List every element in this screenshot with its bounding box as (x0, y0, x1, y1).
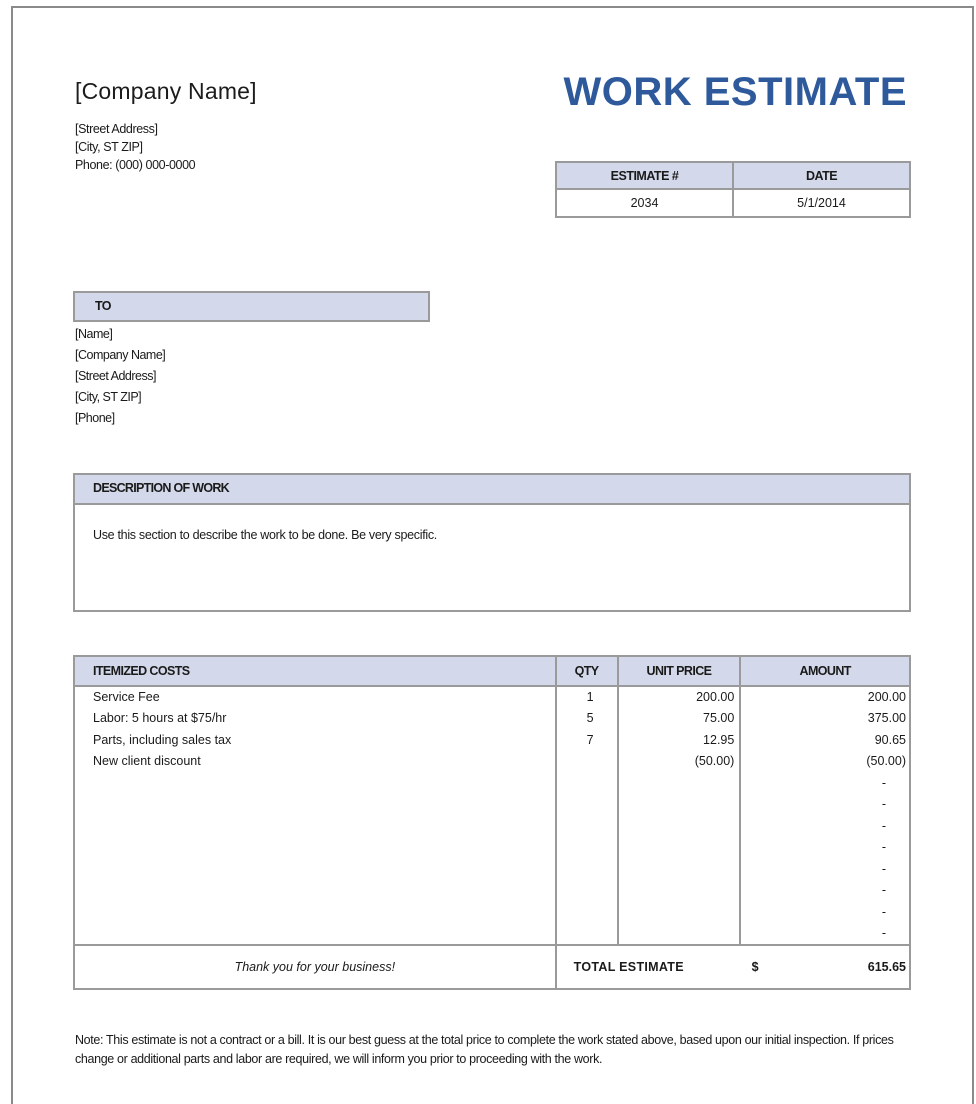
line-item-row (74, 794, 910, 816)
line-item-description[interactable] (74, 816, 556, 838)
line-item-description[interactable] (74, 923, 556, 945)
description-header: DESCRIPTION OF WORK (75, 475, 909, 505)
estimate-number[interactable]: 2034 (556, 189, 733, 217)
line-item-description[interactable] (74, 837, 556, 859)
line-item-amount[interactable] (740, 837, 910, 859)
line-item-unit-price[interactable] (618, 880, 741, 902)
estimate-info-table (555, 161, 911, 218)
empty-amount-dash: - (881, 904, 886, 919)
items-header-qty: QTY (556, 656, 618, 686)
total-estimate-amount: 615.65 (867, 960, 906, 974)
line-item-description[interactable]: Service Fee (74, 686, 556, 708)
line-item-amount[interactable]: 375.00 (740, 708, 910, 730)
line-item-row (74, 837, 910, 859)
line-item-unit-price[interactable] (618, 902, 741, 924)
line-item-row (74, 708, 910, 730)
line-item-unit-price[interactable]: 12.95 (618, 730, 741, 752)
document-title: WORK ESTIMATE (563, 70, 907, 114)
line-item-amount[interactable] (740, 773, 910, 795)
line-item-amount[interactable]: (50.00) (740, 751, 910, 773)
line-item-description[interactable] (74, 902, 556, 924)
line-item-unit-price[interactable] (618, 794, 741, 816)
company-phone: Phone: (000) 000-0000 (75, 158, 196, 172)
company-name: [Company Name] (75, 78, 257, 104)
empty-amount-dash: - (881, 840, 886, 855)
items-header-unit-price: UNIT PRICE (618, 656, 741, 686)
line-item-amount[interactable] (740, 816, 910, 838)
line-item-row (74, 751, 910, 773)
empty-amount-dash: - (881, 926, 886, 940)
line-item-unit-price[interactable]: 75.00 (618, 708, 741, 730)
estimate-date[interactable]: 5/1/2014 (733, 189, 910, 217)
line-item-description[interactable] (74, 773, 556, 795)
line-item-qty[interactable]: 1 (556, 686, 618, 708)
estimate-note: Note: This estimate is not a contract or a bill. It is our best guess at the total price to complete the work stated above, based upon our initial inspection. If prices change or additional parts and labor are required, we will inform you prior to proceeding with the work. (75, 1033, 894, 1066)
line-item-row (74, 859, 910, 881)
date-header: DATE (733, 162, 910, 189)
line-item-row (74, 880, 910, 902)
line-item-qty[interactable] (556, 837, 618, 859)
line-item-description[interactable]: New client discount (74, 751, 556, 773)
to-address-block (75, 324, 165, 429)
to-phone[interactable]: [Phone] (75, 411, 115, 425)
empty-amount-dash: - (881, 797, 886, 812)
thank-you-message: Thank you for your business! (74, 945, 556, 989)
company-city: [City, ST ZIP] (75, 140, 143, 154)
line-item-amount[interactable] (740, 794, 910, 816)
line-item-unit-price[interactable] (618, 923, 741, 945)
to-name[interactable]: [Name] (75, 327, 113, 341)
line-item-unit-price[interactable] (618, 859, 741, 881)
line-item-qty[interactable] (556, 816, 618, 838)
to-company[interactable]: [Company Name] (75, 348, 166, 362)
line-item-qty[interactable] (556, 794, 618, 816)
total-row (74, 945, 910, 989)
total-estimate-label: TOTAL ESTIMATE (573, 960, 684, 974)
line-item-qty[interactable] (556, 773, 618, 795)
line-item-amount[interactable] (740, 880, 910, 902)
description-text[interactable]: Use this section to describe the work to be done. Be very specific. (93, 528, 437, 542)
line-item-unit-price[interactable]: 200.00 (618, 686, 741, 708)
empty-amount-dash: - (881, 818, 886, 833)
line-item-description[interactable]: Labor: 5 hours at $75/hr (74, 708, 556, 730)
line-item-qty[interactable]: 5 (556, 708, 618, 730)
line-item-amount[interactable]: 200.00 (740, 686, 910, 708)
line-item-row (74, 923, 910, 945)
line-item-description[interactable]: Parts, including sales tax (74, 730, 556, 752)
company-street: [Street Address] (75, 122, 158, 136)
line-item-amount[interactable] (740, 859, 910, 881)
line-item-amount[interactable] (740, 923, 910, 945)
line-item-qty[interactable] (556, 880, 618, 902)
line-item-unit-price[interactable] (618, 816, 741, 838)
to-city[interactable]: [City, ST ZIP] (75, 390, 142, 404)
total-currency-symbol: $ (751, 960, 759, 974)
empty-amount-dash: - (881, 883, 886, 898)
line-item-qty[interactable] (556, 751, 618, 773)
line-item-amount[interactable]: 90.65 (740, 730, 910, 752)
line-item-description[interactable] (74, 859, 556, 881)
items-header-row (74, 656, 910, 686)
estimate-number-header: ESTIMATE # (556, 162, 733, 189)
line-item-unit-price[interactable] (618, 837, 741, 859)
line-item-qty[interactable] (556, 923, 618, 945)
line-item-row (74, 773, 910, 795)
to-street[interactable]: [Street Address] (75, 369, 156, 383)
items-header-description: ITEMIZED COSTS (74, 656, 556, 686)
line-item-description[interactable] (74, 794, 556, 816)
total-estimate-cell (556, 945, 910, 989)
line-item-row (74, 816, 910, 838)
company-address-block (75, 120, 195, 174)
items-header-amount: AMOUNT (740, 656, 910, 686)
to-section-header: TO (73, 291, 430, 322)
empty-amount-dash: - (881, 861, 886, 876)
line-item-row (74, 730, 910, 752)
line-item-unit-price[interactable] (618, 773, 741, 795)
line-item-qty[interactable] (556, 859, 618, 881)
line-item-description[interactable] (74, 880, 556, 902)
itemized-costs-table (73, 655, 911, 990)
line-item-amount[interactable] (740, 902, 910, 924)
line-item-qty[interactable] (556, 902, 618, 924)
line-item-row (74, 686, 910, 708)
line-item-qty[interactable]: 7 (556, 730, 618, 752)
line-item-row (74, 902, 910, 924)
line-item-unit-price[interactable]: (50.00) (618, 751, 741, 773)
description-box (73, 473, 911, 612)
empty-amount-dash: - (881, 775, 886, 790)
